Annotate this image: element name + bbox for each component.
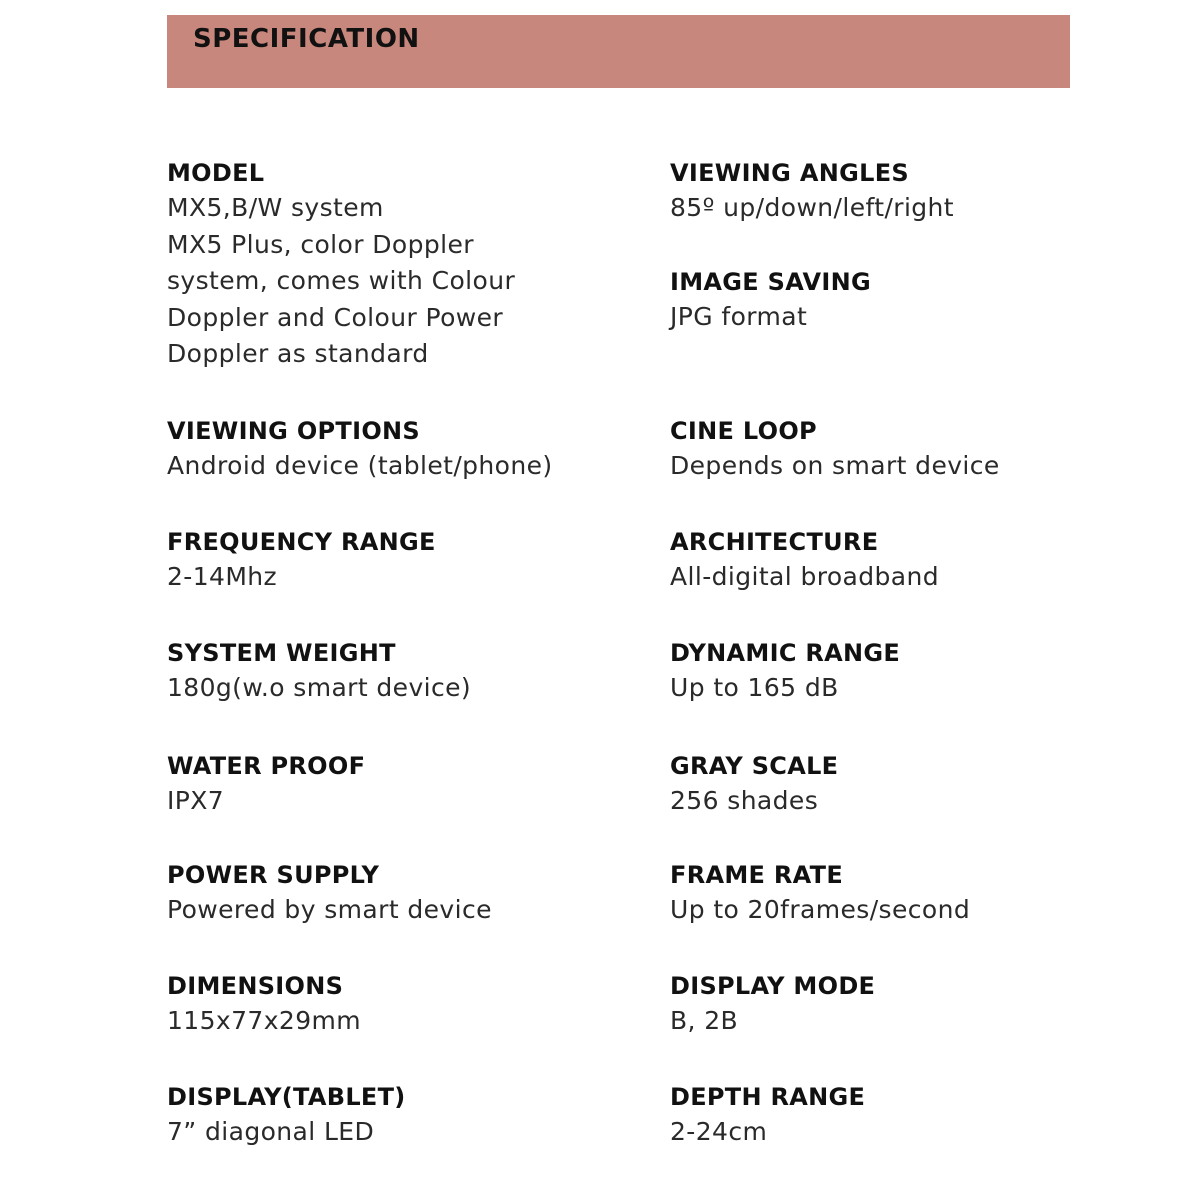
- spec-display-mode: [670, 969, 1150, 1040]
- spec-architecture: [670, 525, 1150, 596]
- spec-label: DISPLAY(TABLET): [167, 1083, 406, 1111]
- spec-value: 7” diagonal LED: [167, 1117, 375, 1146]
- spec-label: FRAME RATE: [670, 861, 844, 889]
- spec-label: SYSTEM WEIGHT: [167, 639, 396, 667]
- spec-value: 115x77x29mm: [167, 1006, 362, 1035]
- spec-display-tablet: [167, 1080, 647, 1151]
- spec-label: DIMENSIONS: [167, 972, 344, 1000]
- spec-model: [167, 156, 647, 373]
- spec-label: ARCHITECTURE: [670, 528, 879, 556]
- spec-value: All-digital broadband: [670, 562, 940, 591]
- spec-value: Up to 20frames/second: [670, 895, 971, 924]
- specification-banner: [167, 15, 1070, 88]
- spec-value: 256 shades: [670, 786, 819, 815]
- spec-dynamic-range: [670, 636, 1150, 707]
- spec-value: 85º up/down/left/right: [670, 193, 955, 222]
- spec-frame-rate: [670, 858, 1150, 929]
- spec-label: IMAGE SAVING: [670, 268, 871, 296]
- spec-water-proof: [167, 749, 647, 820]
- spec-value: Depends on smart device: [670, 451, 1000, 480]
- spec-label: DYNAMIC RANGE: [670, 639, 901, 667]
- spec-viewing-angles: [670, 156, 1150, 227]
- spec-label: DEPTH RANGE: [670, 1083, 866, 1111]
- spec-value: Powered by smart device: [167, 895, 492, 924]
- spec-label: DISPLAY MODE: [670, 972, 876, 1000]
- spec-value: JPG format: [670, 302, 808, 331]
- spec-value: Up to 165 dB: [670, 673, 839, 702]
- spec-label: POWER SUPPLY: [167, 861, 380, 889]
- spec-image-saving: [670, 265, 1150, 336]
- spec-depth-range: [670, 1080, 1150, 1151]
- spec-value: Android device (tablet/phone): [167, 451, 553, 480]
- spec-power-supply: [167, 858, 647, 929]
- spec-label: GRAY SCALE: [670, 752, 839, 780]
- spec-frequency-range: [167, 525, 647, 596]
- spec-label: VIEWING OPTIONS: [167, 417, 421, 445]
- spec-label: WATER PROOF: [167, 752, 366, 780]
- spec-value: 2-24cm: [670, 1117, 768, 1146]
- spec-viewing-options: [167, 414, 647, 485]
- spec-value: B, 2B: [670, 1006, 739, 1035]
- spec-value: 2-14Mhz: [167, 562, 278, 591]
- spec-label: CINE LOOP: [670, 417, 817, 445]
- spec-value: 180g(w.o smart device): [167, 673, 472, 702]
- spec-value: IPX7: [167, 786, 225, 815]
- spec-system-weight: [167, 636, 647, 707]
- page-title: SPECIFICATION: [193, 24, 420, 54]
- spec-label: FREQUENCY RANGE: [167, 528, 436, 556]
- spec-dimensions: [167, 969, 647, 1040]
- spec-gray-scale: [670, 749, 1150, 820]
- spec-label: VIEWING ANGLES: [670, 159, 909, 187]
- spec-cine-loop: [670, 414, 1150, 485]
- spec-value: MX5,B/W system MX5 Plus, color Doppler system, comes with Colour Doppler and Colour Power Doppler as standard: [167, 193, 516, 368]
- spec-label: MODEL: [167, 159, 265, 187]
